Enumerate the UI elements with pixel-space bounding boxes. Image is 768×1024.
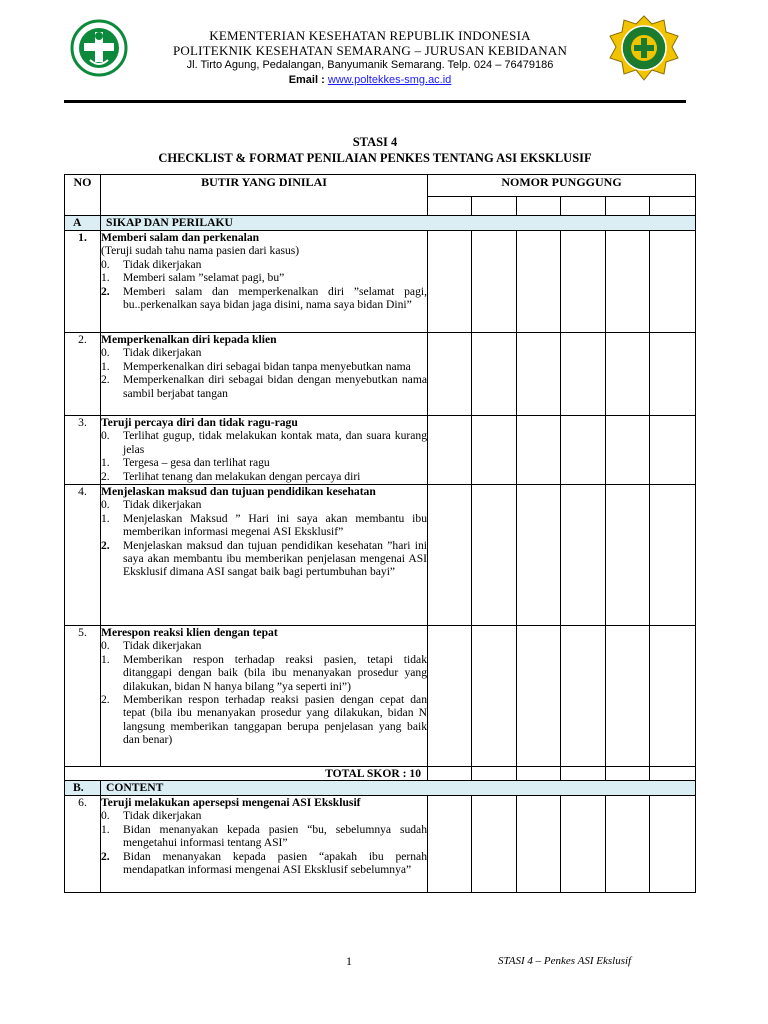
- section-row-b: [65, 781, 696, 796]
- total-cell[interactable]: [561, 767, 606, 781]
- option: 1. Memberikan respon terhadap reaksi pasien, tetapi tidak ditanggapi dengan baik (bila ibu menanyakan prosedur yang dilakukan, bidan N hanya bilang ”ya seperti ini”): [101, 652, 427, 693]
- table-row: [65, 626, 696, 767]
- assessment-table: [64, 174, 696, 893]
- item-number: 5.: [65, 626, 101, 767]
- item-content: [101, 416, 428, 485]
- email-line: [134, 73, 606, 88]
- score-cell[interactable]: [472, 626, 517, 767]
- score-header-cell: [606, 197, 650, 216]
- option: 1. Tergesa – gesa dan terlihat ragu: [101, 456, 270, 470]
- score-header-cell: [428, 197, 472, 216]
- ministry-name: KEMENTERIAN KESEHATAN REPUBLIK INDONESIA: [209, 28, 531, 43]
- score-cell[interactable]: [650, 796, 696, 893]
- score-cell[interactable]: [561, 796, 606, 893]
- option: 0. Tidak dikerjakan: [101, 257, 202, 271]
- table-row: [65, 416, 696, 485]
- item-content: [101, 333, 428, 416]
- email-label: Email :: [288, 74, 328, 86]
- option: 0. Tidak dikerjakan: [101, 809, 202, 823]
- score-cell[interactable]: [517, 231, 561, 333]
- total-cell[interactable]: [606, 767, 650, 781]
- header-back-number: NOMOR PUNGGUNG: [428, 175, 696, 197]
- score-cell[interactable]: [650, 416, 696, 485]
- score-cell[interactable]: [650, 333, 696, 416]
- score-cell[interactable]: [472, 333, 517, 416]
- score-cell[interactable]: [650, 485, 696, 626]
- total-cell[interactable]: [517, 767, 561, 781]
- email-link[interactable]: www.poltekkes-smg.ac.id: [327, 74, 452, 86]
- table-row: [65, 333, 696, 416]
- score-cell[interactable]: [428, 333, 472, 416]
- item-title: Teruji percaya diri dan tidak ragu-ragu: [101, 416, 298, 429]
- score-cell[interactable]: [517, 485, 561, 626]
- score-cell[interactable]: [517, 416, 561, 485]
- option: 2. Memberi salam dan memperkenalkan diri ”selamat pagi, bu..perkenalkan saya bidan jaga disini, nama saya bidan Dini”: [101, 284, 427, 312]
- score-header-cell: [561, 197, 606, 216]
- item-content: [101, 626, 428, 767]
- poltekkes-semarang-seal-icon: [608, 14, 680, 82]
- letterhead-text: [134, 28, 606, 88]
- item-number: 1.: [65, 231, 101, 333]
- station-title: STASI 4: [352, 135, 398, 149]
- total-cell[interactable]: [650, 767, 696, 781]
- option: 2. Memperkenalkan diri sebagai bidan dengan menyebutkan nama sambil berjabat tangan: [101, 373, 427, 400]
- section-row-a: [65, 216, 696, 231]
- item-title: Memberi salam dan perkenalan: [101, 231, 260, 244]
- page-number: 1: [346, 954, 352, 968]
- address: Jl. Tirto Agung, Pedalangan, Banyumanik Semarang. Telp. 024 – 76479186: [186, 59, 554, 71]
- score-cell[interactable]: [606, 231, 650, 333]
- section-letter: A: [65, 216, 101, 231]
- option: 0. Tidak dikerjakan: [101, 639, 202, 653]
- total-cell[interactable]: [472, 767, 517, 781]
- footer-title: STASI 4 – Penkes ASI Ekslusif: [498, 955, 632, 967]
- score-cell[interactable]: [428, 416, 472, 485]
- total-cell[interactable]: [428, 767, 472, 781]
- item-number: 3.: [65, 416, 101, 485]
- option: 1. Memberi salam ”selamat pagi, bu”: [101, 271, 285, 285]
- option: 2. Terlihat tenang dan melakukan dengan percaya diri: [101, 469, 361, 483]
- score-cell[interactable]: [650, 626, 696, 767]
- score-cell[interactable]: [606, 485, 650, 626]
- table-row: [65, 231, 696, 333]
- section-letter: B.: [65, 781, 101, 796]
- score-cell[interactable]: [428, 231, 472, 333]
- item-content: [101, 796, 428, 893]
- score-cell[interactable]: [472, 485, 517, 626]
- header-no: NO: [65, 175, 101, 216]
- score-cell[interactable]: [472, 416, 517, 485]
- checklist-title: CHECKLIST & FORMAT PENILAIAN PENKES TENTANG ASI EKSKLUSIF: [158, 151, 592, 165]
- letterhead: [64, 14, 688, 100]
- score-cell[interactable]: [561, 485, 606, 626]
- section-title: SIKAP DAN PERILAKU: [101, 216, 696, 231]
- score-cell[interactable]: [517, 333, 561, 416]
- score-cell[interactable]: [472, 796, 517, 893]
- score-cell[interactable]: [561, 626, 606, 767]
- option: 1. Memperkenalkan diri sebagai bidan tanpa menyebutkan nama: [101, 359, 411, 373]
- option: 0. Terlihat gugup, tidak melakukan kontak mata, dan suara kurang jelas: [101, 429, 427, 456]
- total-score-label: TOTAL SKOR : 10: [65, 767, 428, 781]
- score-cell[interactable]: [428, 796, 472, 893]
- letterhead-rule: [64, 100, 686, 103]
- item-number: 2.: [65, 333, 101, 416]
- item-title: Memperkenalkan diri kepada klien: [101, 333, 277, 346]
- institution-name: POLITEKNIK KESEHATAN SEMARANG – JURUSAN KEBIDANAN: [172, 43, 568, 58]
- table-row: [65, 796, 696, 893]
- score-cell[interactable]: [428, 485, 472, 626]
- option: 2. Bidan menanyakan kepada pasien “apakah ibu pernah mendapatkan informasi mengenai ASI Eksklusif sebelumnya”: [101, 849, 427, 877]
- score-cell[interactable]: [650, 231, 696, 333]
- option: 1. Menjelaskan Maksud ” Hari ini saya akan membantu ibu memberikan informasi megenai ASI Eksklusif”: [101, 511, 427, 539]
- option: 0. Tidak dikerjakan: [101, 498, 202, 512]
- item-note: (Teruji sudah tahu nama pasien dari kasus): [101, 244, 300, 258]
- table-row: [65, 485, 696, 626]
- score-header-cell: [650, 197, 696, 216]
- score-cell[interactable]: [606, 626, 650, 767]
- section-title: CONTENT: [101, 781, 696, 796]
- score-cell[interactable]: [606, 796, 650, 893]
- item-title: Menjelaskan maksud dan tujuan pendidikan kesehatan: [101, 485, 376, 498]
- item-content: [101, 231, 428, 333]
- score-cell[interactable]: [517, 626, 561, 767]
- item-number: 4.: [65, 485, 101, 626]
- total-row: [65, 767, 696, 781]
- bhakti-husada-logo-icon: [70, 16, 128, 82]
- score-cell[interactable]: [561, 416, 606, 485]
- score-header-cell: [517, 197, 561, 216]
- score-cell[interactable]: [517, 796, 561, 893]
- item-content: [101, 485, 428, 626]
- option: 1. Bidan menanyakan kepada pasien “bu, sebelumnya sudah mengetahui informasi tentang ASI”: [101, 822, 427, 850]
- option: 2. Menjelaskan maksud dan tujuan pendidikan kesehatan ”hari ini saya akan membantu ibu memberikan penjelasan mengenai ASI Eksklusif dimana ASI sangat baik bagi pertumbuhan bayi”: [101, 538, 427, 579]
- score-cell[interactable]: [428, 626, 472, 767]
- score-cell[interactable]: [606, 416, 650, 485]
- score-header-cell: [472, 197, 517, 216]
- header-item: BUTIR YANG DINILAI: [101, 175, 428, 216]
- score-cell[interactable]: [472, 231, 517, 333]
- score-cell[interactable]: [606, 333, 650, 416]
- option: 2. Memberikan respon terhadap reaksi pasien dengan cepat dan tepat (bila ibu menanyakan prosedur yang dilakukan, bidan N langsung memberikan tanggapan berupa penjelasan yang baik dan benar): [101, 693, 427, 747]
- option: 0. Tidak dikerjakan: [101, 346, 202, 360]
- score-cell[interactable]: [561, 231, 606, 333]
- item-title: Merespon reaksi klien dengan tepat: [101, 626, 278, 639]
- item-number: 6.: [65, 796, 101, 893]
- item-title: Teruji melakukan apersepsi mengenai ASI Eksklusif: [101, 796, 361, 809]
- score-cell[interactable]: [561, 333, 606, 416]
